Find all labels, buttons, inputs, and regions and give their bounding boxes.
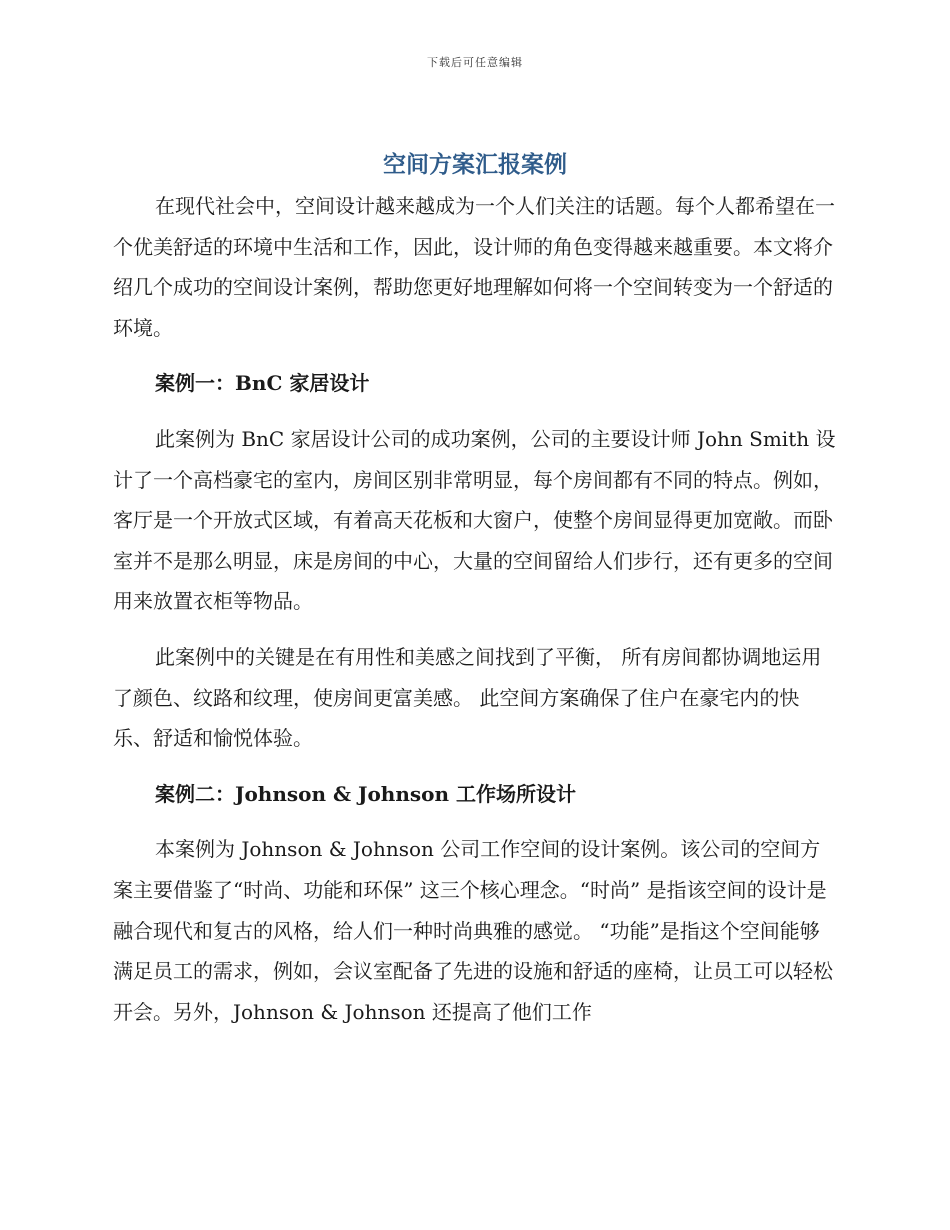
case1-heading: 案例一：BnC 家居设计 [155,371,370,396]
header-note: 下载后可任意编辑 [427,56,523,69]
case1-paragraph-2: 此案例中的关键是在有用性和美感之间找到了平衡， 所有房间都协调地运用了颜色、纹路和纹理，使房间更富美感。 此空间方案确保了住户在豪宅内的快乐、舒适和愉悦体验。 [113,644,822,751]
case1-paragraph-1: 此案例为 BnC 家居设计公司的成功案例，公司的主要设计师 John Smith 设计了一个高档豪宅的室内，房间区别非常明显，每个房间都有不同的特点。例如，客厅是一个开放式区域，有着高天花板和大窗户，使整个房间显得更加宽敞。而卧室并不是那么明显，床是房间的中心，大量的空间留给人们步行，还有更多的空间用来放置衣柜等物品。 [113,426,836,614]
document-title: 空间方案汇报案例 [383,152,567,178]
intro-paragraph: 在现代社会中，空间设计越来越成为一个人们关注的话题。每个人都希望在一个优美舒适的环境中生活和工作，因此，设计师的角色变得越来越重要。本文将介绍几个成功的空间设计案例，帮助您更好地理解如何将一个空间转变为一个舒适的环境。 [113,194,835,340]
case2-heading: 案例二：Johnson & Johnson 工作场所设计 [155,781,576,806]
case2-paragraph-1: 本案例为 Johnson & Johnson 公司工作空间的设计案例。该公司的空间方案主要借鉴了“时尚、功能和环保” 这三个核心理念。“时尚” 是指该空间的设计是融合现代和复古的风格，给人们一种时尚典雅的感觉。 “功能”是指这个空间能够满足员工的需求，例如，会议室配备了先进的设施和舒适的座椅，让员工可以轻松开会。另外，Johnson & Johnson 还提高了他们工作 [113,837,833,1024]
document-body [113,186,838,1032]
